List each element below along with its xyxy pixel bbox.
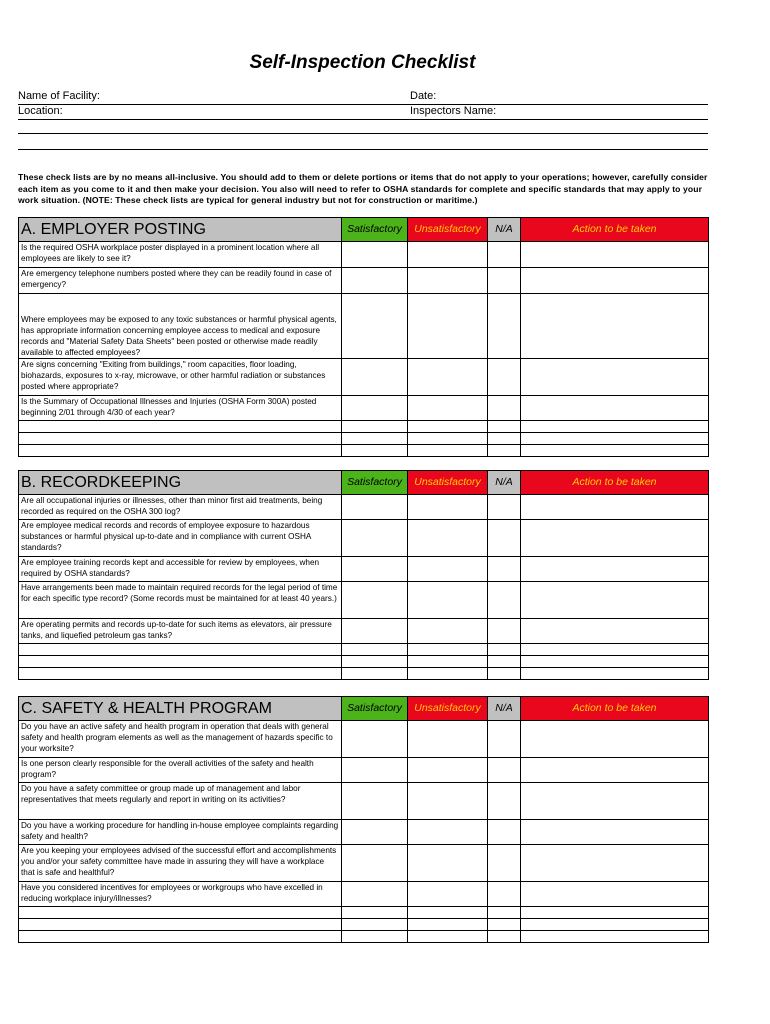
unsatisfactory-cell[interactable]	[408, 619, 488, 644]
action-cell[interactable]	[521, 582, 709, 619]
satisfactory-cell[interactable]	[342, 557, 408, 582]
na-cell[interactable]	[488, 242, 521, 268]
table-row	[19, 557, 709, 582]
action-cell[interactable]	[521, 721, 709, 758]
question-text: Are employee medical records and records of employee exposure to hazardous substances or harmful physical up-to-date and in compliance with current OSHA standards?	[19, 520, 342, 557]
table-row	[19, 359, 709, 396]
question-text: Do you have a working procedure for handling in-house employee complaints regarding safety and health?	[19, 820, 342, 845]
satisfactory-cell[interactable]	[342, 520, 408, 557]
table-row	[19, 520, 709, 557]
question-text: Do you have a safety committee or group made up of management and labor representatives that meets regularly and report in writing on its activities?	[19, 783, 342, 820]
col-na: N/A	[488, 218, 521, 242]
col-satisfactory: Satisfactory	[342, 218, 408, 242]
section-title: A. EMPLOYER POSTING	[19, 218, 342, 242]
unsatisfactory-cell[interactable]	[408, 721, 488, 758]
satisfactory-cell[interactable]	[342, 359, 408, 396]
col-action: Action to be taken	[521, 218, 709, 242]
question-text: Have arrangements been made to maintain required records for the legal period of time for each specific type record? (Some records must be maintained for at least 40 years.)	[19, 582, 342, 619]
na-cell[interactable]	[488, 557, 521, 582]
section-employer-posting	[18, 217, 709, 457]
blank-line-1	[18, 133, 708, 134]
action-cell[interactable]	[521, 758, 709, 783]
blank-row	[19, 668, 709, 680]
table-row	[19, 268, 709, 294]
page-title: Self-Inspection Checklist	[249, 52, 476, 73]
unsatisfactory-cell[interactable]	[408, 359, 488, 396]
unsatisfactory-cell[interactable]	[408, 294, 488, 359]
table-row	[19, 845, 709, 882]
na-cell[interactable]	[488, 495, 521, 520]
table-row	[19, 582, 709, 619]
section-recordkeeping	[18, 470, 709, 680]
table-row	[19, 242, 709, 268]
col-na: N/A	[488, 697, 521, 721]
blank-row	[19, 919, 709, 931]
unsatisfactory-cell[interactable]	[408, 582, 488, 619]
location-label: Location:	[18, 105, 63, 117]
col-action: Action to be taken	[521, 471, 709, 495]
unsatisfactory-cell[interactable]	[408, 396, 488, 421]
unsatisfactory-cell[interactable]	[408, 820, 488, 845]
na-cell[interactable]	[488, 820, 521, 845]
table-row	[19, 820, 709, 845]
question-text: Is the Summary of Occupational Illnesses and Injuries (OSHA Form 300A) posted beginning 2/01 through 4/30 of each year?	[19, 396, 342, 421]
action-cell[interactable]	[521, 495, 709, 520]
unsatisfactory-cell[interactable]	[408, 845, 488, 882]
na-cell[interactable]	[488, 268, 521, 294]
action-cell[interactable]	[521, 268, 709, 294]
satisfactory-cell[interactable]	[342, 582, 408, 619]
col-action: Action to be taken	[521, 697, 709, 721]
blank-line-2	[18, 149, 708, 150]
satisfactory-cell[interactable]	[342, 882, 408, 907]
col-unsatisfactory: Unsatisfactory	[408, 218, 488, 242]
unsatisfactory-cell[interactable]	[408, 557, 488, 582]
action-cell[interactable]	[521, 820, 709, 845]
section-safety-health-program	[18, 696, 709, 943]
action-cell[interactable]	[521, 520, 709, 557]
section-title: C. SAFETY & HEALTH PROGRAM	[19, 697, 342, 721]
table-row	[19, 619, 709, 644]
intro-note: These check lists are by no means all-inclusive. You should add to them or delete portions or items that do not apply to your operations; however, carefully consider each item as you come to it and then make your decision. You also will need to refer to OSHA standards for complete and specific standards that may apply to your work situation. (NOTE: These check lists are typical for general industry but not for construction or maritime.)	[18, 172, 708, 205]
na-cell[interactable]	[488, 520, 521, 557]
question-text: Are all occupational injuries or illnesses, other than minor first aid treatments, being recorded as required on the OSHA 300 log?	[19, 495, 342, 520]
na-cell[interactable]	[488, 582, 521, 619]
na-cell[interactable]	[488, 359, 521, 396]
satisfactory-cell[interactable]	[342, 783, 408, 820]
blank-row	[19, 656, 709, 668]
question-text: Are signs concerning "Exiting from buildings," room capacities, floor loading, biohazards, exposures to x-ray, microwave, or other harmful radiation or substances posted where appropriate?	[19, 359, 342, 396]
unsatisfactory-cell[interactable]	[408, 495, 488, 520]
action-cell[interactable]	[521, 783, 709, 820]
na-cell[interactable]	[488, 845, 521, 882]
na-cell[interactable]	[488, 396, 521, 421]
satisfactory-cell[interactable]	[342, 495, 408, 520]
satisfactory-cell[interactable]	[342, 294, 408, 359]
unsatisfactory-cell[interactable]	[408, 520, 488, 557]
question-text: Are emergency telephone numbers posted where they can be readily found in case of emergency?	[19, 268, 342, 294]
na-cell[interactable]	[488, 882, 521, 907]
unsatisfactory-cell[interactable]	[408, 268, 488, 294]
satisfactory-cell[interactable]	[342, 619, 408, 644]
table-row	[19, 882, 709, 907]
action-cell[interactable]	[521, 294, 709, 359]
satisfactory-cell[interactable]	[342, 758, 408, 783]
action-cell[interactable]	[521, 396, 709, 421]
satisfactory-cell[interactable]	[342, 845, 408, 882]
action-cell[interactable]	[521, 882, 709, 907]
question-text: Do you have an active safety and health program in operation that deals with general safety and health program elements as well as the management of hazards specific to your worksite?	[19, 721, 342, 758]
question-text: Are operating permits and records up-to-date for such items as elevators, air pressure tanks, and liquefied petroleum gas tanks?	[19, 619, 342, 644]
col-satisfactory: Satisfactory	[342, 697, 408, 721]
question-text: Are you keeping your employees advised of the successful effort and accomplishments you and/or your safety committee have made in assuring they will have a workplace that is safe and healthful?	[19, 845, 342, 882]
date-label: Date:	[410, 90, 437, 102]
action-cell[interactable]	[521, 359, 709, 396]
na-cell[interactable]	[488, 783, 521, 820]
unsatisfactory-cell[interactable]	[408, 783, 488, 820]
satisfactory-cell[interactable]	[342, 721, 408, 758]
blank-row	[19, 644, 709, 656]
na-cell[interactable]	[488, 619, 521, 644]
action-cell[interactable]	[521, 242, 709, 268]
question-text: Are employee training records kept and accessible for review by employees, when required by OSHA standards?	[19, 557, 342, 582]
table-row	[19, 294, 709, 359]
blank-row	[19, 907, 709, 919]
satisfactory-cell[interactable]	[342, 820, 408, 845]
col-na: N/A	[488, 471, 521, 495]
question-text: Have you considered incentives for employees or workgroups who have excelled in reducing workplace injury/illnesses?	[19, 882, 342, 907]
table-row	[19, 495, 709, 520]
col-unsatisfactory: Unsatisfactory	[408, 697, 488, 721]
satisfactory-cell[interactable]	[342, 396, 408, 421]
blank-row	[19, 421, 709, 433]
blank-row	[19, 433, 709, 445]
inspectors-label: Inspectors Name:	[410, 105, 497, 117]
table-row	[19, 758, 709, 783]
na-cell[interactable]	[488, 721, 521, 758]
question-text: Where employees may be exposed to any toxic substances or harmful physical agents, has appropriate information concerning employee access to medical and exposure records and "Material Safety Data Sheets" been posted or otherwise made readily available to affected employees?	[19, 294, 342, 359]
unsatisfactory-cell[interactable]	[408, 242, 488, 268]
na-cell[interactable]	[488, 294, 521, 359]
na-cell[interactable]	[488, 758, 521, 783]
col-unsatisfactory: Unsatisfactory	[408, 471, 488, 495]
satisfactory-cell[interactable]	[342, 268, 408, 294]
action-cell[interactable]	[521, 845, 709, 882]
unsatisfactory-cell[interactable]	[408, 882, 488, 907]
table-row	[19, 783, 709, 820]
section-title: B. RECORDKEEPING	[19, 471, 342, 495]
facility-date-row	[18, 90, 708, 105]
table-row	[19, 721, 709, 758]
question-text: Is the required OSHA workplace poster displayed in a prominent location where all employees are likely to see it?	[19, 242, 342, 268]
location-inspector-row	[18, 105, 708, 120]
col-satisfactory: Satisfactory	[342, 471, 408, 495]
facility-label: Name of Facility:	[18, 90, 100, 102]
blank-row	[19, 445, 709, 457]
satisfactory-cell[interactable]	[342, 242, 408, 268]
action-cell[interactable]	[521, 619, 709, 644]
blank-row	[19, 931, 709, 943]
table-row	[19, 396, 709, 421]
unsatisfactory-cell[interactable]	[408, 758, 488, 783]
action-cell[interactable]	[521, 557, 709, 582]
question-text: Is one person clearly responsible for the overall activities of the safety and health program?	[19, 758, 342, 783]
